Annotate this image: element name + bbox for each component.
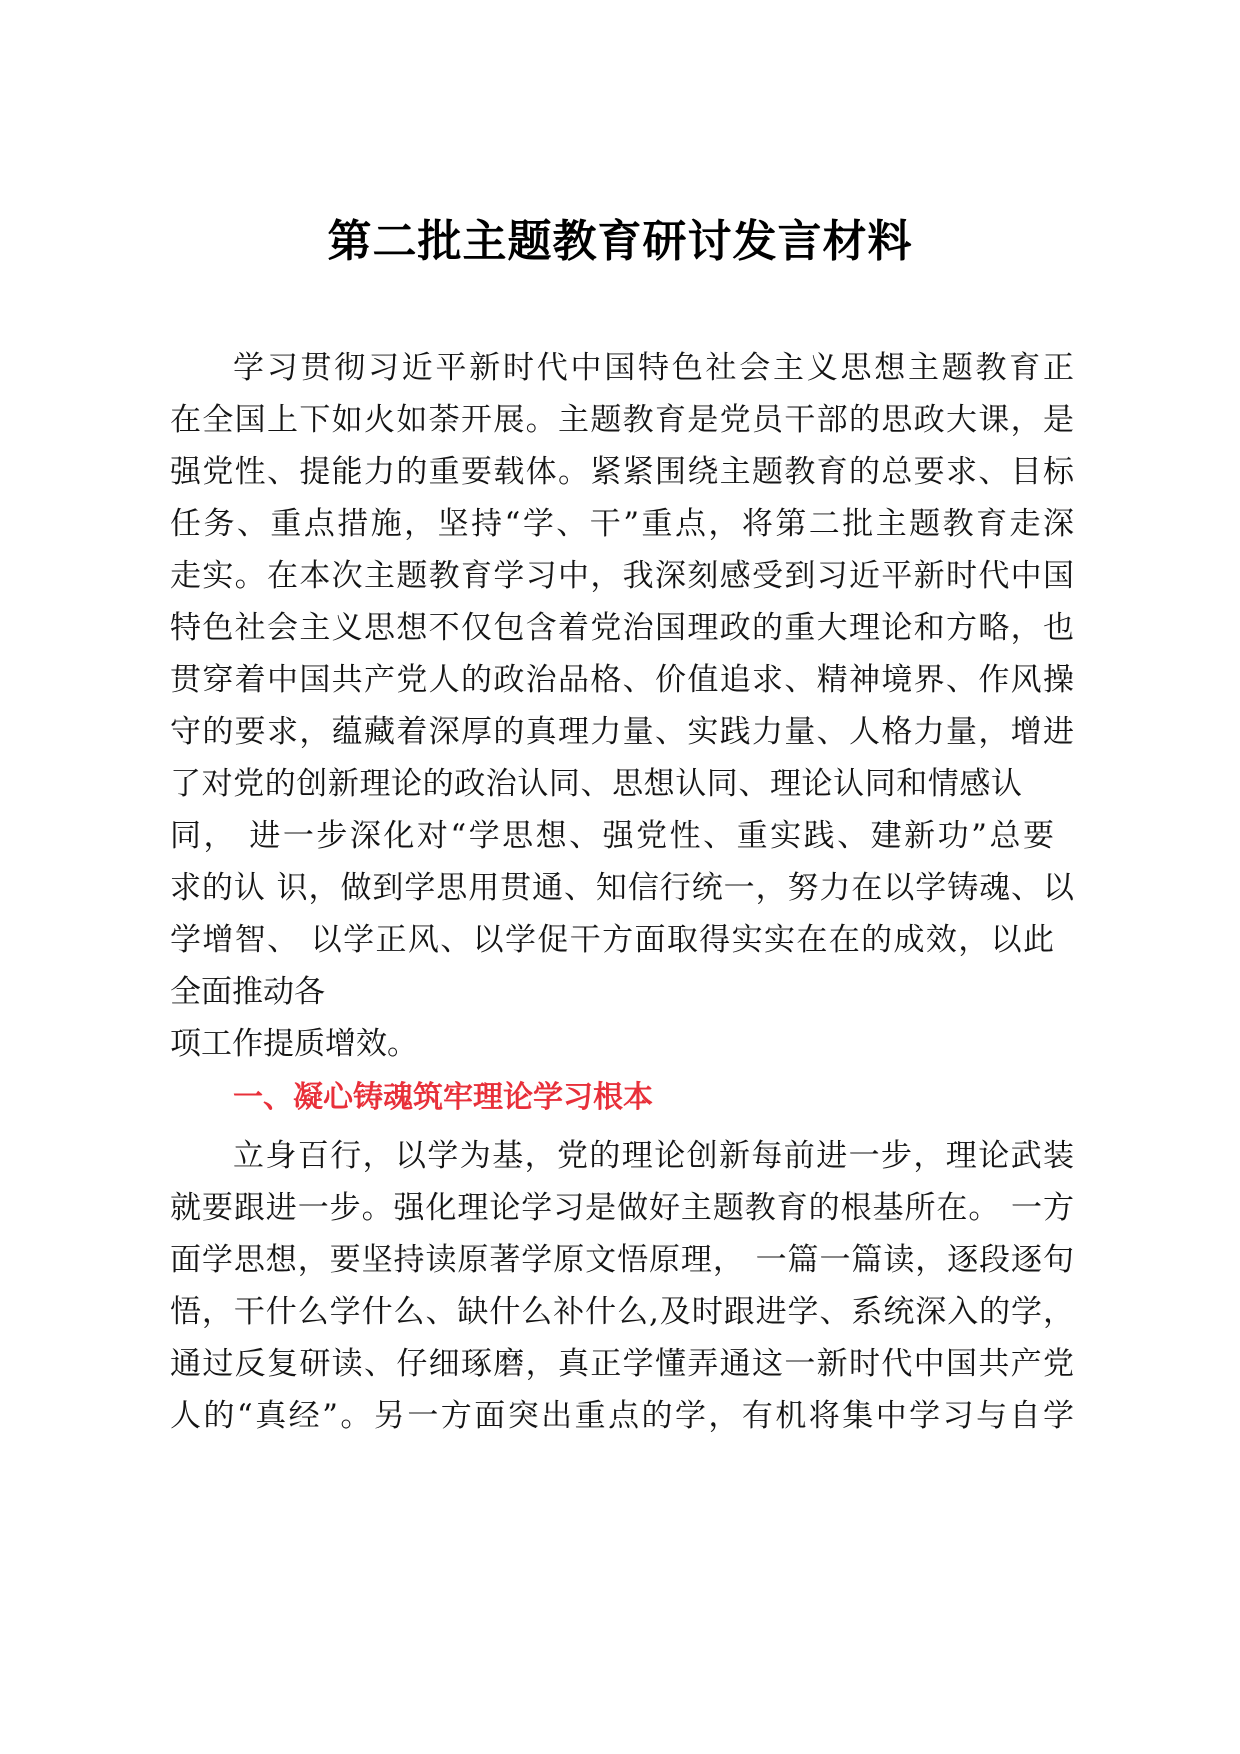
intro-line-4: 任务、重点措施，坚持“学、干”重点，将第二批主题教育走深 <box>170 506 1074 542</box>
intro-line-2: 在全国上下如火如荼开展。主题教育是党员干部的思政大课，是 <box>170 402 1074 438</box>
intro-line-7: 贯穿着中国共产党人的政治品格、价值追求、精神境界、作风操 <box>170 662 1074 698</box>
intro-line-1: 学习贯彻习近平新时代中国特色社会主义思想主题教育正 <box>233 350 1074 386</box>
section-1-heading: 一、凝心铸魂筑牢理论学习根本 <box>233 1080 653 1115</box>
intro-line-6: 特色社会主义思想不仅包含着党治国理政的重大理论和方略，也 <box>170 610 1074 646</box>
intro-line-13: 全面推动各 <box>170 974 325 1010</box>
intro-line-9: 了对党的创新理论的政治认同、思想认同、理论认同和情感认 <box>170 766 1022 802</box>
section-1-line-4: 悟，干什么学什么、缺什么补什么,及时跟进学、系统深入的学， <box>170 1294 1074 1330</box>
section-1-line-5: 通过反复研读、仔细琢磨，真正学懂弄通这一新时代中国共产党 <box>170 1346 1074 1382</box>
section-1-line-1: 立身百行，以学为基，党的理论创新每前进一步，理论武装 <box>233 1138 1074 1174</box>
section-1-line-2: 就要跟进一步。强化理论学习是做好主题教育的根基所在。 一方 <box>170 1190 1074 1226</box>
intro-line-8: 守的要求，蕴藏着深厚的真理力量、实践力量、人格力量，增进 <box>170 714 1074 750</box>
document-title: 第二批主题教育研讨发言材料 <box>327 216 913 267</box>
intro-line-14: 项工作提质增效。 <box>170 1026 418 1062</box>
section-1-line-3: 面学思想，要坚持读原著学原文悟原理， 一篇一篇读，逐段逐句 <box>170 1242 1074 1278</box>
intro-line-11: 求的认 识，做到学思用贯通、知信行统一，努力在以学铸魂、以 <box>170 870 1074 906</box>
intro-line-5: 走实。在本次主题教育学习中，我深刻感受到习近平新时代中国 <box>170 558 1074 594</box>
section-1-line-6: 人的“真经”。另一方面突出重点的学，有机将集中学习与自学 <box>170 1398 1074 1434</box>
intro-line-10: 同， 进一步深化对“学思想、强党性、重实践、建新功”总要 <box>170 818 1054 854</box>
intro-line-3: 强党性、提能力的重要载体。紧紧围绕主题教育的总要求、目标 <box>170 454 1074 490</box>
intro-line-12: 学增智、 以学正风、以学促干方面取得实实在在的成效，以此 <box>170 922 1054 958</box>
